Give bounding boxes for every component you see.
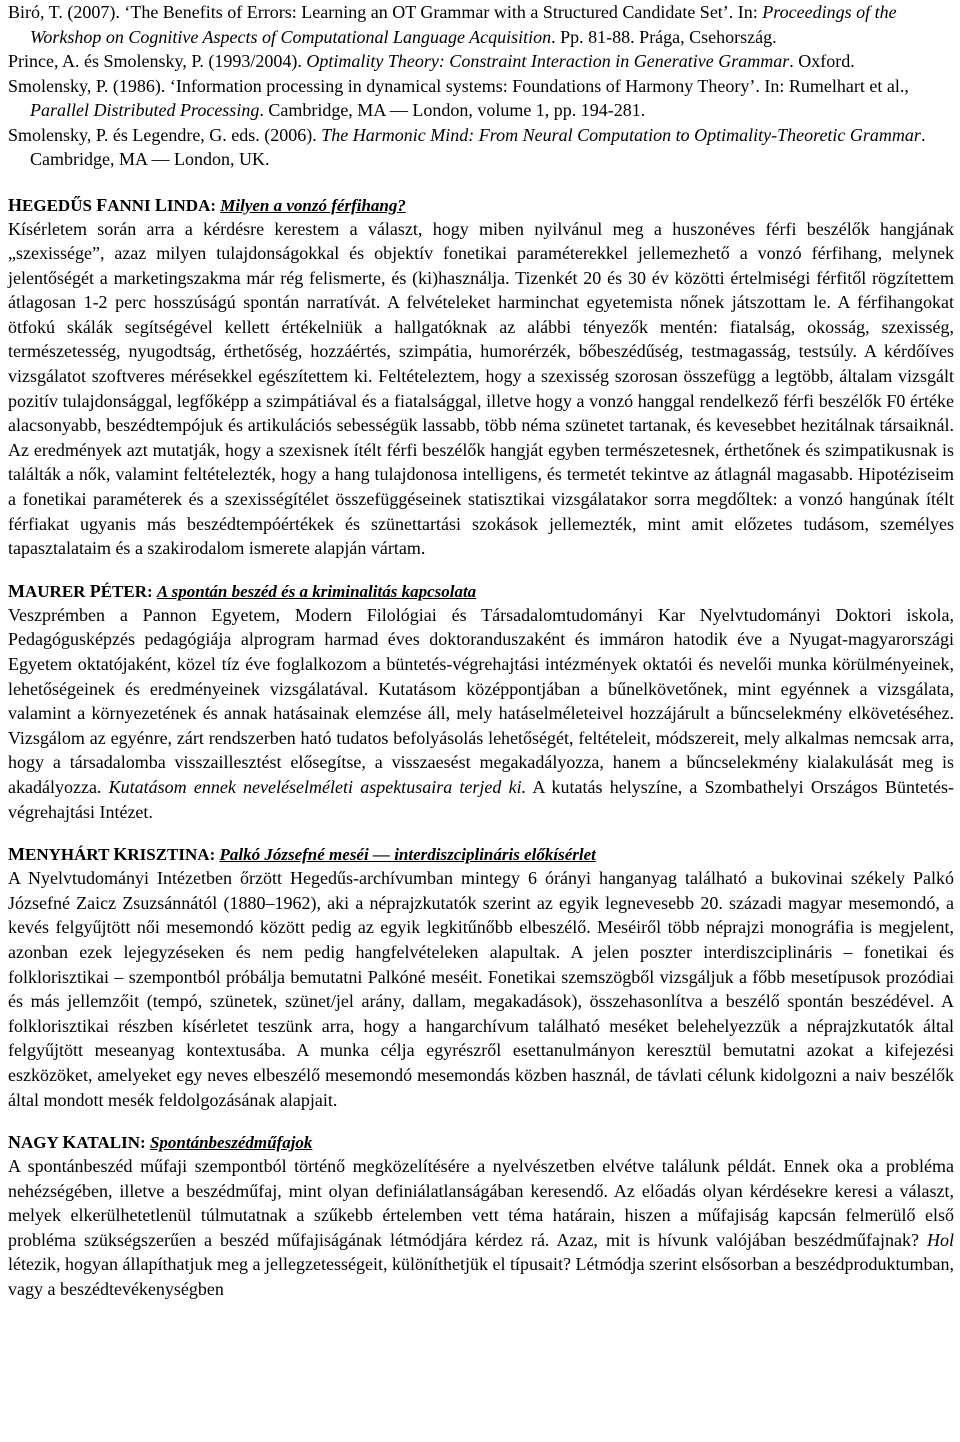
section-title: Palkó Józsefné meséi — interdiszciplináris előkísérlet — [219, 845, 596, 865]
section-body — [8, 603, 954, 824]
reference-text: Smolensky, P. és Legendre, G. eds. (2006). — [8, 124, 322, 145]
author-name: RISZTINA — [127, 845, 210, 865]
abstract-section — [8, 1131, 954, 1302]
body-italic: Hol — [927, 1229, 954, 1250]
reference-item — [8, 74, 954, 123]
section-title: Milyen a vonzó férfihang? — [220, 195, 406, 215]
abstract-section — [8, 843, 954, 1112]
section-heading: MENYHÁRT KRISZTINA: Palkó Józsefné meséi — interdiszciplináris előkísérlet — [8, 844, 596, 865]
author-name: AURER — [25, 581, 86, 601]
reference-title: The Harmonic Mind: From Neural Computation to Optimality-Theoretic Grammar — [321, 124, 921, 145]
section-title: Spontánbeszédműfajok — [149, 1133, 313, 1153]
author-initial: M — [8, 580, 25, 601]
author-initial: K — [62, 1132, 77, 1153]
author-name: ÉTER — [100, 581, 147, 601]
author-name: INDA — [166, 195, 211, 215]
section-heading: HEGEDŰS FANNI LINDA: Milyen a vonzó férfihang? — [8, 194, 406, 215]
section-heading: NAGY KATALIN: Spontánbeszédműfajok — [8, 1132, 313, 1153]
body-text: Veszprémben a Pannon Egyetem, Modern Filológiai és Társadalomtudományi Kar Nyelvtudományi Doktori iskola, Pedagógusképzés pedagógiája alprogram harmad éves doktoranduszaként és immáron hatodik éve a Nyugat-magyarországi Egyetem oktatójaként, közel tíz éve foglalkozom a büntetés-végrehajtási intézmények oktatói és nevelői munka körülményeinek, lehetőségeinek és eredményeinek vizsgálatával. Kutatásom középpontjában a bűnelkövetőnek, mint egyénnek a vizsgálata, valamint a környezetének és annak hatásainak elemzése áll, mely hatáselméleteivel hozzájárult a bűncselekmény elkövetéséhez. Vizsgálom az egyénre, zárt rendszerben ható tudatos befolyásolás lehetőségét, feltételeit, módszereit, mely alkalmas nemcsak arra, hogy a társadalomba visszaillesztést elősegítse, a visszaesést megakadályozza, hanem a bűncselekmény kialakulását meg is akadályozza. — [8, 604, 954, 797]
reference-title: Optimality Theory: Constraint Interaction in Generative Grammar — [306, 51, 790, 71]
author-initial: M — [8, 844, 25, 865]
author-name: ATALIN — [76, 1133, 141, 1153]
reference-text: . Cambridge, MA — London, UK. — [30, 124, 926, 169]
author-name: ENYHÁRT — [25, 845, 110, 865]
reference-title: Parallel Distributed Processing — [30, 100, 260, 120]
section-title: A spontán beszéd és a kriminalitás kapcsolata — [156, 581, 477, 601]
section-heading: MAURER PÉTER: A spontán beszéd és a kriminalitás kapcsolata — [8, 580, 477, 601]
body-text: A Nyelvtudományi Intézetben őrzött Hegedűs-archívumban mintegy 6 órányi hanganyag található a bukovinai székely Palkó Józsefné Zaicz Zsuzsánnától (1880–1962), aki a néprajzkutatók szerint az egyik legnevesebb 20. századi magyar mesemondó, a kevés felgyűjtött női mesemondó között pedig az egyik legkitűnőbb elbeszélő. Meséiről több néprajzi monográfia is megjelent, azonban ezek lejegyzéseken és nem pedig hangfelvételeken alapultak. A jelen poszter interdiszciplináris – fonetikai és folklorisztikai – szempontból próbálja bemutatni Palkóné meséit. Fonetikai szemszögből vizsgáljuk a főbb mesetípusok prozódiai és más jellemzőit (tempó, szünetek, szünet/jel arány, dallam, megakadások), összehasonlítva a beszélő spontán beszédével. A folklorisztikai részben kísérletet teszünk arra, hogy a hangarchívum található meséket belehelyezzük a néprajzkutatók által felgyűjtött meseanyag kontextusába. A munka célja egyrészről esettanulmányon keresztül bemutatni azokat a kifejezési eszközöket, amelyeket egy neves elbeszélő mesemondó mesemondás közben használ, de távlati célunk kidolgozni a naiv beszélők által mondott mesék feldolgozásának alapjait. — [8, 868, 954, 1110]
section-body — [8, 866, 954, 1112]
author-initial: K — [113, 844, 128, 865]
author-initial: L — [154, 194, 167, 215]
body-italic: Kutatásom ennek neveléselméleti aspektusaira terjed ki. — [108, 776, 527, 797]
reference-list — [8, 0, 954, 172]
reference-item — [8, 49, 954, 74]
reference-text: Smolensky, P. (1986). ‘Information processing in dynamical systems: Foundations of Harmony Theory’. In: Rumelhart et al., — [8, 75, 909, 96]
section-body — [8, 1154, 954, 1302]
reference-item — [8, 0, 954, 49]
abstract-section — [8, 580, 954, 824]
body-text: A spontánbeszéd műfaji szempontból történő megközelítésére a nyelvészetben elvétve találunk példát. Ennek oka a probléma nehézségében, illetve a beszédműfaj, mint olyan definiálatlanságában keresendő. Az előadás olyan kérdésekre keresi a választ, melyek elkerülhetetlenül túlmutatnak a szűkebb értelemben vett téma határain, hiszen a műfajiság kapcsán felmerülő első probléma szükségszerűen a beszéd műfajiságának létmódjára kérdez rá. Azaz, mit is hívunk valójában beszédműfajnak? — [8, 1156, 954, 1250]
abstract-section — [8, 194, 954, 561]
author-name: AGY — [21, 1133, 59, 1153]
section-body — [8, 217, 954, 561]
body-text: létezik, hogyan állapíthatjuk meg a jellegzetességeit, különíthetjük el típusait? Létmódja szerint elsősorban a beszédproduktumban, vagy a beszédtevékenységben — [8, 1254, 954, 1300]
reference-text: . Oxford. — [789, 51, 855, 71]
author-initial: F — [96, 194, 108, 215]
author-name: EGEDŰS — [22, 195, 92, 215]
author-initial: P — [89, 580, 101, 601]
reference-item — [8, 123, 954, 172]
body-text: Kísérletem során arra a kérdésre kerestem a választ, hogy miben nyilvánul meg a huszonéves férfi beszélők hangjának „szexissége”, azaz milyen tulajdonságokkal és objektív fonetikai paraméterekkel jellemezhető a vonzó férfihang, melynek jelentőségét a marketingszakma már rég felismerte, és (ki)használja. Tizenkét 20 és 30 év közötti értelmiségi férfitől rögzítettem átlagosan 1-2 perc hosszúságú spontán narratívát. A felvételeket harminchat egyetemista nőnek játszottam le. A férfihangokat ötfokú skálák segítségével kellett értékelniük a hallgatóknak az alábbi tényezők mentén: fiatalság, okosság, szexisség, természetesség, nyugodtság, érthetőség, hozzáértés, szimpátia, humorérzék, bőbeszédűség, testmagasság, testsúly. A kérdőíves vizsgálatot szoftveres mérésekkel egészítettem ki. Feltételeztem, hogy a szexisség szorosan összefügg a legtöbb, általam vizsgált pozitív tulajdonsággal, legfőképp a szimpátiával és a fiatalsággal, illetve hogy a vonzó hanggal rendelkező férfi beszélők F0 értéke alacsonyabb, beszédtempójuk és artikulációs sebességük lassabb, több néma szünetet tartanak, és kevesebbet hezitálnak társaiknál. Az eredmények azt mutatják, hogy a szexisnek ítélt férfi beszélők hangját egyben természetesnek, érthetőnek és szimpatikusnak is találták a nők, valamint feltételezték, hogy a hang tulajdonosa intelligens, és termetét tekintve az átlagnál magasabb. Hipotéziseim a fonetikai paraméterek és a szexisségítélet összefüggéseinek statisztikai vizsgálatakor sorra megdőltek: a vonzó hangúnak ítélt férfiakat ugyanis más beszédtempóértékek és szünettartási szokások jellemezték, mint amit előzetes tudásom, személyes tapasztalataim és a szakirodalom ismerete alapján vártam. — [8, 218, 954, 559]
document-page — [8, 0, 954, 1302]
author-name: ANNI — [107, 195, 151, 215]
reference-title: Proceedings of the Workshop on Cognitive Aspects of Computational Language Acquisition — [30, 2, 897, 47]
reference-text: Prince, A. és Smolensky, P. (1993/2004). — [8, 51, 307, 71]
body-text: A kutatás helyszíne, a Szombathelyi Országos Büntetés-végrehajtási Intézet. — [8, 776, 955, 822]
author-initial: H — [8, 194, 23, 215]
reference-text: . Cambridge, MA — London, volume 1, pp. 194-281. — [259, 100, 646, 120]
author-initial: N — [8, 1132, 21, 1153]
reference-text: . Pp. 81-88. Prága, Csehország. — [551, 26, 777, 47]
reference-text: Biró, T. (2007). ‘The Benefits of Errors: Learning an OT Grammar with a Structured Candidate Set’. In: — [8, 2, 763, 22]
